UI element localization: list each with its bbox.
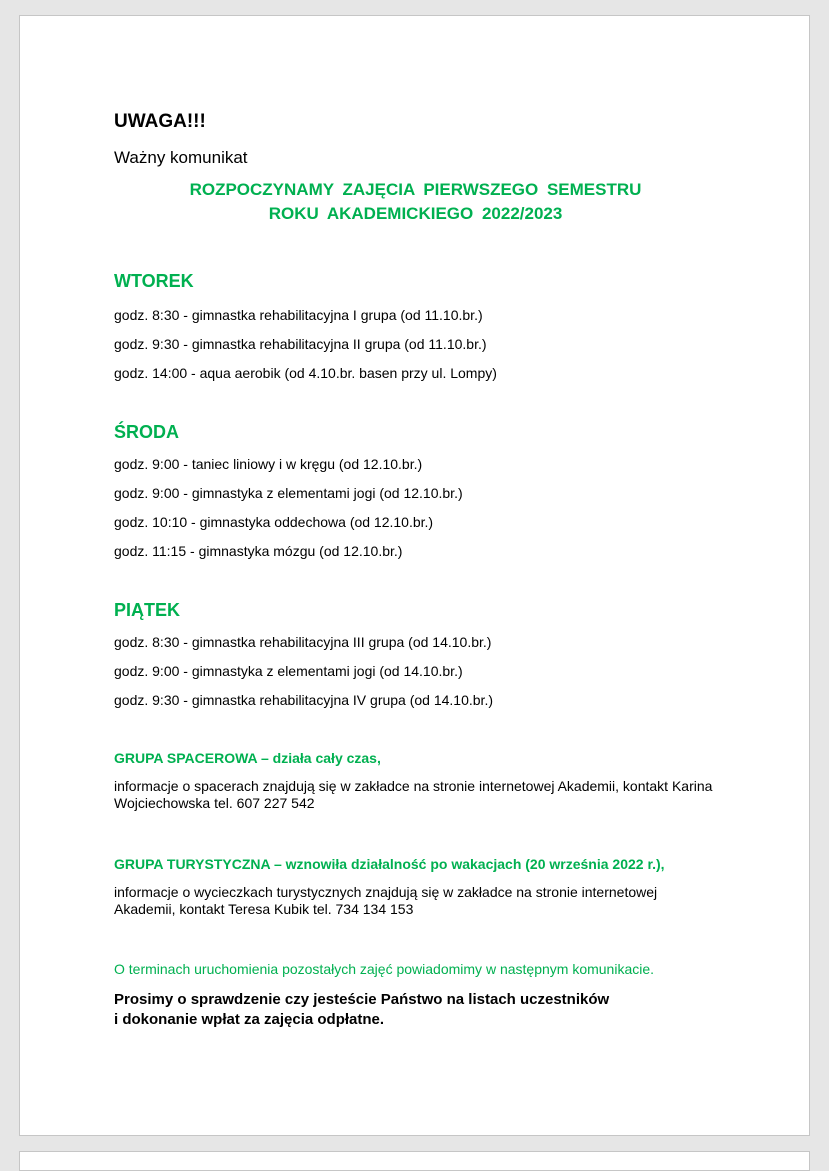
schedule-entry: godz. 8:30 - gimnastka rehabilitacyjna III grupa (od 14.10.br.) bbox=[114, 634, 492, 650]
schedule-entry: godz. 9:00 - gimnastyka z elementami jogi (od 12.10.br.) bbox=[114, 485, 463, 501]
day-heading-tuesday: WTOREK bbox=[114, 271, 194, 291]
schedule-entry: godz. 9:00 - taniec liniowy i w kręgu (od 12.10.br.) bbox=[114, 456, 423, 472]
document-page bbox=[19, 15, 810, 1136]
schedule-entry: godz. 14:00 - aqua aerobik (od 4.10.br. basen przy ul. Lompy) bbox=[114, 365, 497, 381]
request-line1: Prosimy o sprawdzenie czy jesteście Państwo na listach uczestników bbox=[114, 991, 610, 1008]
schedule-entry: godz. 8:30 - gimnastka rehabilitacyjna I grupa (od 11.10.br.) bbox=[114, 307, 483, 323]
main-title-line1: ROZPOCZYNAMY ZAJĘCIA PIERWSZEGO SEMESTRU bbox=[189, 180, 642, 199]
walking-group-info: informacje o spacerach znajdują się w zakładce na stronie internetowej Akademii, kontakt Karina Wojciechowska tel. 607 227 542 bbox=[114, 778, 713, 811]
tourist-group-heading: GRUPA TURYSTYCZNA – wznowiła działalność po wakacjach (20 września 2022 r.), bbox=[114, 856, 665, 872]
footer-note: O terminach uruchomienia pozostałych zajęć powiadomimy w następnym komunikacie. bbox=[114, 961, 655, 977]
request-line2: i dokonanie wpłat za zajęcia odpłatne. bbox=[114, 1011, 385, 1028]
walking-group-heading: GRUPA SPACEROWA – działa cały czas, bbox=[114, 750, 381, 766]
schedule-entry: godz. 9:30 - gimnastka rehabilitacyjna IV grupa (od 14.10.br.) bbox=[114, 692, 493, 708]
day-heading-friday: PIĄTEK bbox=[114, 600, 181, 620]
schedule-entry: godz. 9:30 - gimnastka rehabilitacyjna II grupa (od 11.10.br.) bbox=[114, 336, 487, 352]
alert-heading: UWAGA!!! bbox=[114, 111, 206, 132]
day-heading-wednesday: ŚRODA bbox=[114, 422, 180, 442]
main-title-line2: ROKU AKADEMICKIEGO 2022/2023 bbox=[268, 204, 563, 223]
tourist-group-info: informacje o wycieczkach turystycznych znajdują się w zakładce na stronie internetowej Akademii, kontakt Teresa Kubik tel. 734 134 153 bbox=[114, 884, 658, 917]
schedule-entry: godz. 11:15 - gimnastyka mózgu (od 12.10.br.) bbox=[114, 543, 403, 559]
subtitle: Ważny komunikat bbox=[114, 148, 248, 167]
schedule-entry: godz. 9:00 - gimnastyka z elementami jogi (od 14.10.br.) bbox=[114, 663, 463, 679]
schedule-entry: godz. 10:10 - gimnastyka oddechowa (od 12.10.br.) bbox=[114, 514, 434, 530]
next-page-edge bbox=[19, 1151, 810, 1171]
